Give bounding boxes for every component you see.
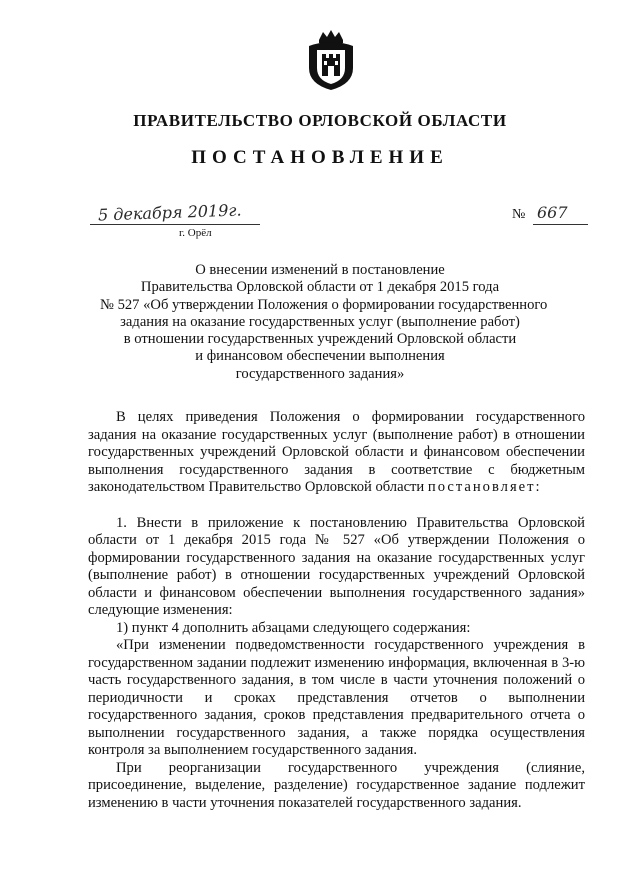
subject-line: О внесении изменений в постановление (195, 262, 445, 278)
number-sign: № (512, 207, 526, 222)
number-underline (533, 224, 588, 225)
decree-title: ПОСТАНОВЛЕНИЕ (191, 147, 449, 168)
decree-body (88, 409, 585, 812)
preamble-keyword: постановляет: (427, 479, 542, 495)
city-name: г. Орёл (179, 227, 212, 239)
subject-line: государственного задания» (235, 365, 405, 382)
subject-line: и финансовом обеспечении выполнения (195, 348, 445, 365)
decree-number: 667 (537, 203, 568, 222)
preamble-text: В целях приведения Положения о формировании государственного задания на оказание государственных услуг (выполнение работ) в отношении государственных учреждений Орловской области и финансовом обеспечении выполнения государственного задания в соответствие с бюджетным законодательством Правительство Орловской области (88, 409, 585, 495)
decree-subject (100, 262, 548, 383)
coat-of-arms-icon (303, 28, 359, 92)
date-underline (90, 224, 260, 225)
preamble-paragraph (88, 409, 585, 497)
subject-line: задания на оказание государственных услуг (выполнение работ) (120, 313, 520, 330)
subject-line: № 527 «Об утверждении Положения о формировании государственного (100, 296, 548, 313)
decree-date: 5 декабря 2019г. (97, 200, 242, 225)
item-1-paragraph: 1. Внести в приложение к постановлению Правительства Орловской области от 1 декабря 2015 года № 527 «Об утверждении Положения о формировании государственного задания на оказание государственных услуг (выполнение работ) в отношении государственных учреждений Орловской области и финансовом обеспечении выполнения государственного задания» следующие изменения: (88, 514, 585, 618)
quote-paragraph-1: «При изменении подведомственности государственного учреждения в государственном задании подлежит изменению информация, включенная в 3-ю часть государственного задания, в том числе в части уточнения положений о периодичности и сроках представления отчетов о выполнении государственного задания, сроков представления предварительного отчета о выполнении государственного задания, а также порядка осуществления контроля за выполнением государственного задания. (88, 637, 585, 758)
subject-line: в отношении государственных учреждений Орловской области (123, 331, 517, 348)
quote-paragraph-2: При реорганизации государственного учреждения (слияние, присоединение, выделение, разделение) государственное задание подлежит изменению в части уточнения показателей государственного задания. (88, 759, 585, 811)
government-name: ПРАВИТЕЛЬСТВО ОРЛОВСКОЙ ОБЛАСТИ (133, 111, 507, 130)
subject-line: Правительства Орловской области от 1 декабря 2015 года (140, 279, 500, 296)
sub-item-1-paragraph: 1) пункт 4 дополнить абзацами следующего содержания: (116, 619, 471, 636)
